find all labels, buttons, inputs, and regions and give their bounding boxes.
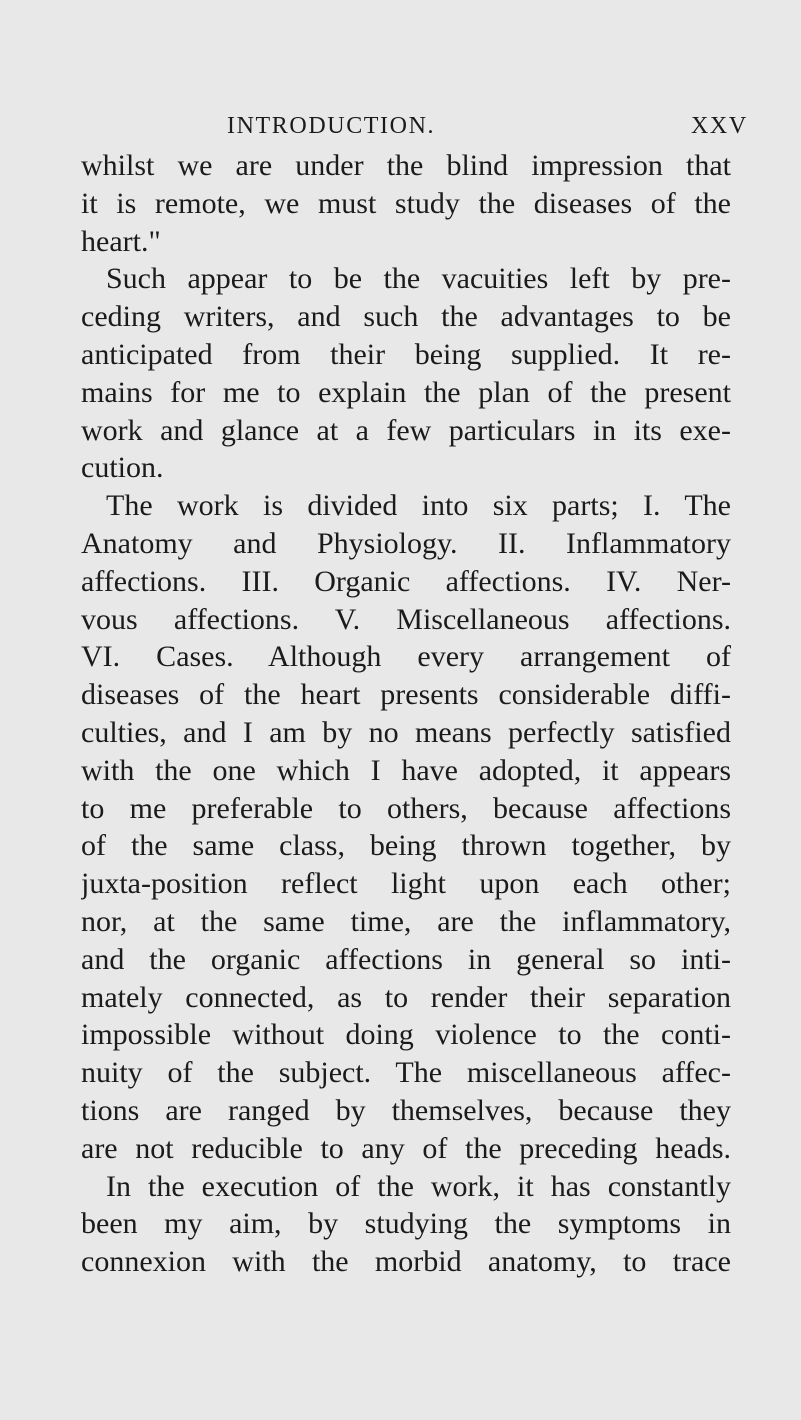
body-text	[81, 147, 731, 1281]
text-line: diseases of the heart presents considerable diffi-	[81, 678, 731, 712]
text-line: culties, and I am by no means perfectly satisfied	[81, 715, 731, 749]
text-line: vous affections. V. Miscellaneous affections.	[81, 602, 731, 636]
page-number: XXV	[691, 113, 748, 139]
text-line: In the execution of the work, it has constantly	[106, 1169, 731, 1203]
text-line: with the one which I have adopted, it appears	[81, 753, 731, 787]
text-line: ceding writers, and such the advantages to be	[81, 300, 731, 334]
text-line: connexion with the morbid anatomy, to trace	[81, 1245, 731, 1279]
text-line: mately connected, as to render their separation	[81, 980, 731, 1014]
text-line: work and glance at a few particulars in its exe-	[81, 413, 731, 447]
text-line: affections. III. Organic affections. IV. Ner-	[81, 564, 731, 598]
text-line: VI. Cases. Although every arrangement of	[81, 640, 731, 674]
running-title: INTRODUCTION.	[227, 113, 436, 139]
text-line: whilst we are under the blind impression that	[81, 149, 731, 182]
text-line: mains for me to explain the plan of the present	[81, 375, 731, 409]
text-line: impossible without doing violence to the conti-	[81, 1018, 731, 1052]
text-line: nor, at the same time, are the inflammatory,	[81, 904, 731, 938]
text-line: and the organic affections in general so inti-	[81, 942, 731, 976]
text-line: Anatomy and Physiology. II. Inflammatory	[81, 526, 731, 560]
running-header	[0, 110, 801, 150]
text-line: The work is divided into six parts; I. The	[106, 489, 731, 523]
text-line: been my aim, by studying the symptoms in	[81, 1207, 731, 1241]
text-line: tions are ranged by themselves, because they	[81, 1093, 731, 1127]
text-line: of the same class, being thrown together, by	[81, 829, 731, 863]
text-line: nuity of the subject. The miscellaneous affec-	[81, 1056, 731, 1090]
text-line: heart."	[81, 224, 161, 258]
text-line: it is remote, we must study the diseases of the	[81, 186, 731, 220]
text-line: are not reducible to any of the preceding heads.	[81, 1131, 731, 1165]
text-line: cution.	[81, 451, 164, 485]
text-line: juxta-position reflect light upon each other;	[81, 867, 731, 901]
text-line: to me preferable to others, because affections	[81, 791, 731, 825]
text-line: anticipated from their being supplied. It re-	[81, 337, 731, 371]
text-line: Such appear to be the vacuities left by pre-	[106, 262, 731, 296]
